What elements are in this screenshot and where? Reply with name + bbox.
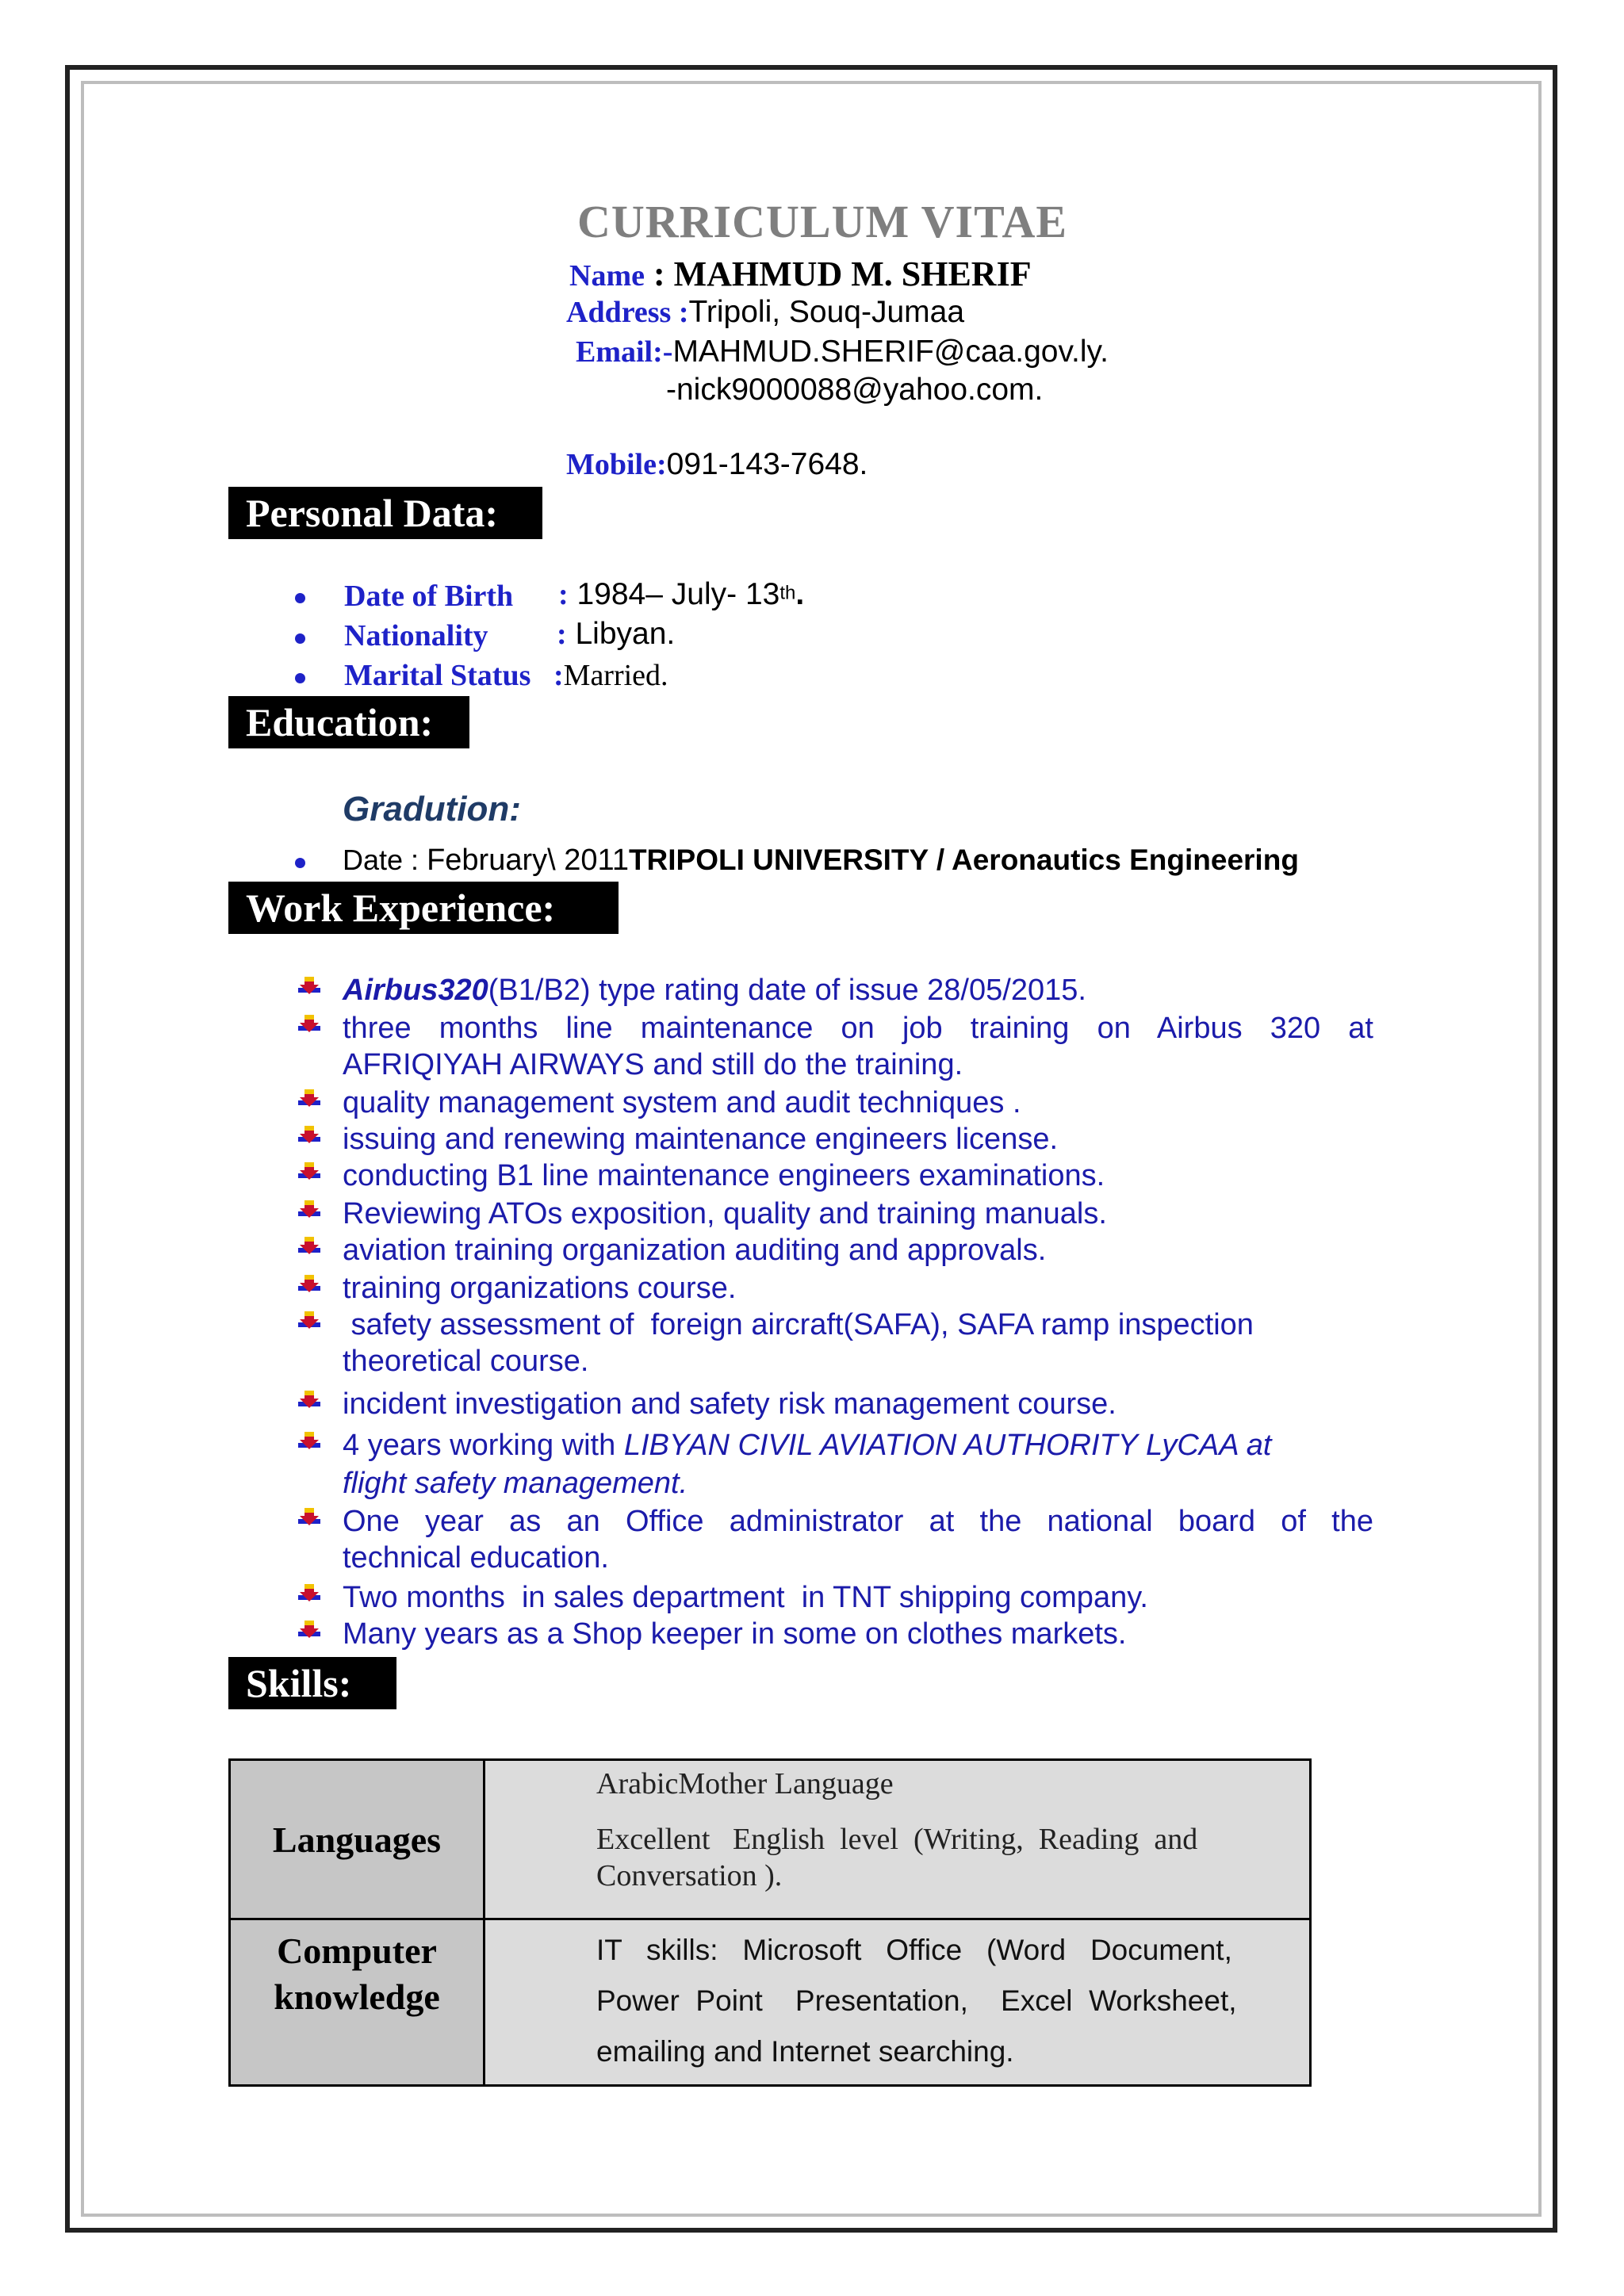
address-line — [566, 295, 964, 330]
education-date-label: Date : — [343, 844, 427, 876]
work-item: Many years as a Shop keeper in some on clothes markets. — [343, 1617, 1127, 1651]
work-item — [343, 972, 1373, 1008]
arrow-bullet-icon — [293, 1234, 325, 1265]
mobile-line — [566, 447, 868, 482]
arrow-bullet-icon — [293, 1308, 325, 1340]
table-row — [230, 1760, 1311, 1919]
languages-line: Conversation ). — [596, 1859, 783, 1892]
work-item: three months line maintenance on job training on Airbus 320 at — [343, 1012, 1373, 1045]
languages-cell — [485, 1760, 1311, 1919]
work-item-bold: Airbus320 — [343, 974, 488, 1007]
work-item-continued: flight safety management. — [343, 1467, 688, 1500]
work-item: quality management system and audit techniques . — [343, 1086, 1021, 1119]
computer-label — [230, 1919, 485, 2086]
work-item-italic: LIBYAN CIVIL AVIATION AUTHORITY LyCAA at — [623, 1429, 1272, 1462]
arrow-bullet-icon — [293, 1429, 325, 1460]
work-item: Two months in sales department in TNT shipping company. — [343, 1581, 1148, 1614]
education-date-value: February\ 2011 — [427, 844, 629, 877]
name-value: MAHMUD M. SHERIF — [673, 254, 1032, 293]
work-item: incident investigation and safety risk management course. — [343, 1387, 1116, 1421]
arrow-bullet-icon — [293, 1581, 325, 1613]
email-primary[interactable]: MAHMUD.SHERIF@caa.gov.ly. — [672, 335, 1109, 369]
dob-end: . — [795, 577, 805, 611]
languages-line: ArabicMother Language — [596, 1767, 894, 1800]
work-item: safety assessment of foreign aircraft(SAFA), SAFA ramp inspection — [343, 1308, 1254, 1341]
arrow-bullet-icon — [293, 1123, 325, 1154]
marital-separator: : — [553, 659, 564, 692]
education-university: TRIPOLI UNIVERSITY / Aeronautics Engineering — [628, 844, 1299, 876]
bullet-icon — [295, 673, 305, 683]
bullet-icon — [295, 593, 305, 603]
work-item-continued: technical education. — [343, 1541, 609, 1575]
email-line — [576, 335, 1109, 369]
nationality-separator: : — [557, 618, 567, 651]
arrow-bullet-icon — [293, 1505, 325, 1536]
skills-table — [228, 1758, 1312, 2087]
nationality-line — [557, 617, 675, 652]
dob-value: 1984– July- 13 — [568, 577, 780, 611]
languages-label: Languages — [230, 1760, 485, 1919]
name-label: Name — [569, 259, 645, 293]
name-separator: : — [644, 254, 674, 293]
section-personal-data: Personal Data: — [228, 487, 542, 539]
email-label: Email:- — [576, 335, 673, 369]
address-value: Tripoli, Souq-Jumaa — [688, 295, 965, 329]
work-item-continued: AFRIQIYAH AIRWAYS and still do the training. — [343, 1048, 963, 1081]
arrow-bullet-icon — [293, 1197, 325, 1229]
table-row — [230, 1919, 1311, 2086]
computer-line: emailing and Internet searching. — [596, 2035, 1014, 2068]
arrow-bullet-icon — [293, 1272, 325, 1303]
work-item: aviation training organization auditing and approvals. — [343, 1234, 1047, 1267]
email-secondary[interactable]: -nick9000088@yahoo.com. — [666, 373, 1044, 407]
computer-line: IT skills: Microsoft Office (Word Document, — [596, 1934, 1232, 1966]
arrow-bullet-icon — [293, 1387, 325, 1419]
nationality-label: Nationality — [344, 619, 488, 652]
work-item: conducting B1 line maintenance engineers examinations. — [343, 1159, 1105, 1192]
marital-label: Marital Status — [344, 659, 531, 692]
bullet-icon — [295, 633, 305, 644]
mobile-label: Mobile: — [566, 448, 667, 481]
section-work-experience: Work Experience: — [228, 882, 619, 934]
marital-line — [553, 658, 668, 693]
computer-label-line: Computer — [277, 1931, 437, 1971]
section-education: Education: — [228, 696, 469, 748]
dob-line — [558, 577, 804, 612]
nationality-value: Libyan. — [566, 617, 676, 651]
arrow-bullet-icon — [293, 1159, 325, 1191]
dob-separator: : — [558, 578, 569, 611]
work-item — [343, 1427, 1373, 1464]
arrow-bullet-icon — [293, 1012, 325, 1043]
dob-label: Date of Birth — [344, 580, 514, 613]
arrow-bullet-icon — [293, 974, 325, 1005]
work-item-text: (B1/B2) type rating date of issue 28/05/2015. — [488, 974, 1086, 1007]
dob-suffix: th — [779, 582, 796, 604]
marital-value: Married. — [563, 659, 668, 692]
arrow-bullet-icon — [293, 1086, 325, 1118]
name-line — [569, 254, 1032, 294]
work-item: Reviewing ATOs exposition, quality and training manuals. — [343, 1197, 1107, 1230]
languages-line: Excellent English level (Writing, Reading and — [596, 1823, 1198, 1856]
work-item: issuing and renewing maintenance engineers license. — [343, 1123, 1059, 1156]
arrow-bullet-icon — [293, 1617, 325, 1649]
address-label: Address : — [566, 296, 689, 329]
computer-cell — [485, 1919, 1311, 2086]
work-item: One year as an Office administrator at the national board of the — [343, 1505, 1373, 1538]
cv-title: CURRICULUM VITAE — [577, 196, 1068, 247]
section-skills: Skills: — [228, 1657, 396, 1709]
work-item: training organizations course. — [343, 1272, 737, 1305]
mobile-value: 091-143-7648. — [666, 447, 868, 481]
work-item-text: 4 years working with — [343, 1429, 624, 1462]
computer-line: Power Point Presentation, Excel Worksheet, — [596, 1984, 1237, 2017]
education-subtitle: Gradution: — [343, 790, 521, 828]
education-line — [343, 844, 1299, 878]
work-item-continued: theoretical course. — [343, 1345, 589, 1378]
bullet-icon — [295, 858, 305, 868]
computer-label-line: knowledge — [274, 1976, 440, 2017]
